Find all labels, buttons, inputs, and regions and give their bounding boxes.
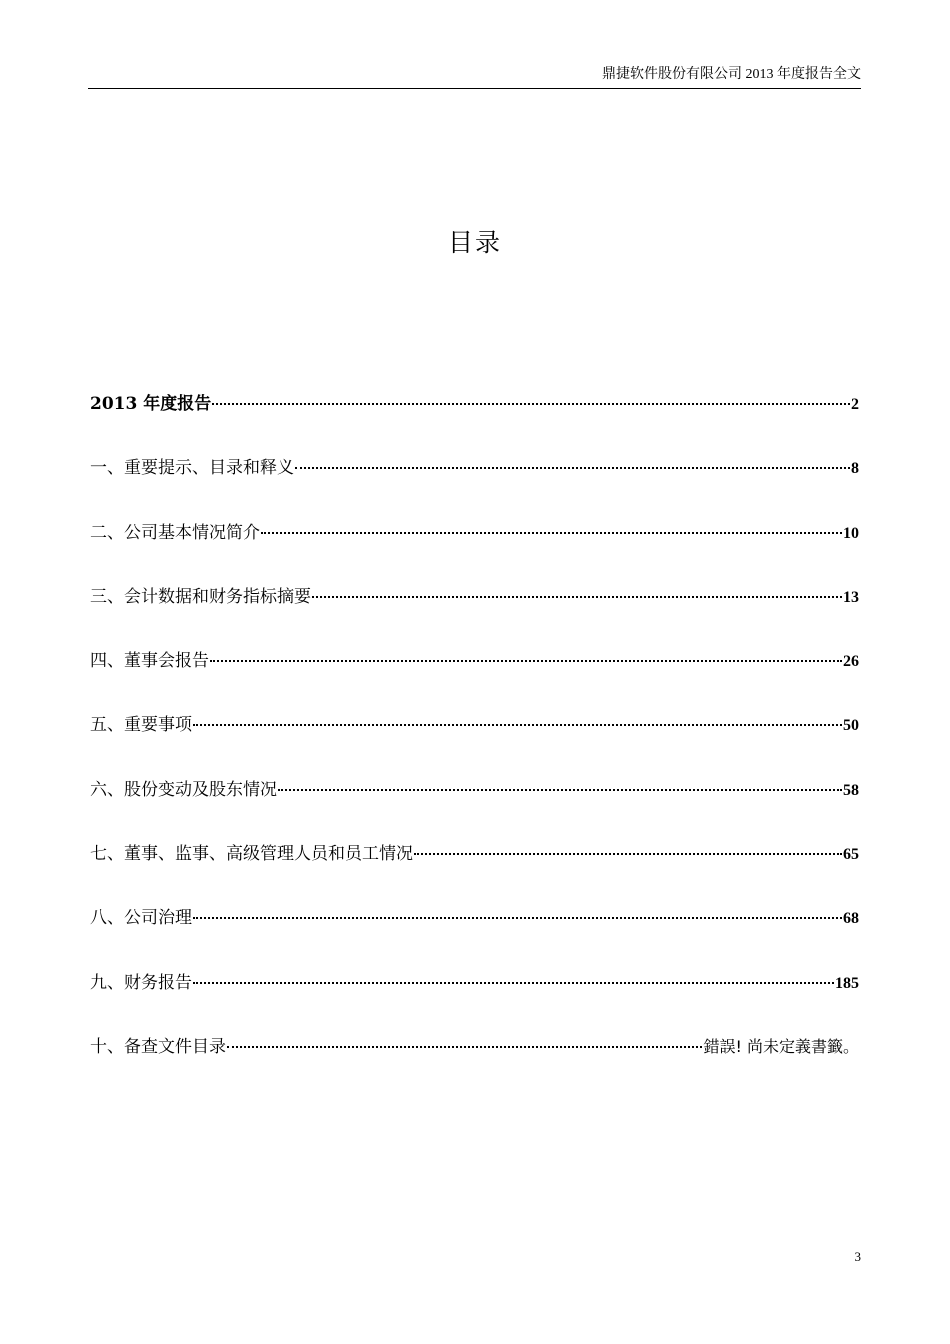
toc-entry-label: 四、董事会报告 [90,651,209,672]
toc-dot-leader [312,596,842,598]
toc-entry-page: 50 [843,717,859,735]
toc-entry-section-7[interactable] [90,842,859,906]
toc-entry-page: 68 [843,910,859,928]
toc-entry-label: 三、会计数据和财务指标摘要 [90,586,311,607]
toc-entry-section-10[interactable] [90,1035,859,1099]
toc-dot-leader [210,660,842,662]
toc-entry-page: 8 [851,460,859,478]
toc-dot-leader [212,403,850,405]
toc-dot-leader [227,1046,702,1048]
toc-entry-label: 十、备查文件目录 [90,1036,226,1057]
toc-entry-section-6[interactable] [90,778,859,842]
page-header [88,66,861,89]
toc-entry-label: 六、股份变动及股东情况 [90,779,277,800]
toc-entry-section-2[interactable] [90,521,859,585]
toc-entry-section-5[interactable] [90,713,859,777]
toc-dot-leader [193,724,842,726]
toc-entry-label: 二、公司基本情况简介 [90,522,260,543]
toc-entry-label: 七、董事、监事、高级管理人员和员工情况 [90,844,413,865]
toc-entry-label: 九、财务报告 [90,972,192,993]
page-title: 目录 [447,228,502,257]
toc-dot-leader [295,467,850,469]
toc-entry-label: 八、公司治理 [90,908,192,929]
toc-entry-page: 26 [843,653,859,671]
toc-dot-leader [414,853,842,855]
toc-entry-page-error: 錯誤! 尚未定義書籤。 [703,1036,859,1056]
toc-dot-leader [278,789,842,791]
toc-entry-section-8[interactable] [90,906,859,970]
toc-entry-page: 13 [843,588,859,606]
toc-entry-page: 185 [835,974,859,992]
table-of-contents [90,392,859,1099]
page-number: 3 [854,1249,861,1264]
toc-entry-section-4[interactable] [90,649,859,713]
toc-dot-leader [193,917,842,919]
toc-entry-label: 一、重要提示、目录和释义 [90,458,294,479]
toc-entry-annual-report[interactable] [90,392,859,456]
toc-entry-page: 65 [843,846,859,864]
header-text: 鼎捷软件股份有限公司 2013 年度报告全文 [602,67,861,82]
toc-entry-page: 58 [843,781,859,799]
toc-entry-section-1[interactable] [90,456,859,520]
toc-entry-section-3[interactable] [90,585,859,649]
toc-entry-section-9[interactable] [90,971,859,1035]
toc-entry-page: 10 [843,524,859,542]
toc-dot-leader [261,532,842,534]
toc-entry-label: 五、重要事项 [90,715,192,736]
toc-dot-leader [193,982,834,984]
toc-entry-label: 2013 年度报告 [90,394,212,414]
toc-entry-page: 2 [851,396,859,413]
